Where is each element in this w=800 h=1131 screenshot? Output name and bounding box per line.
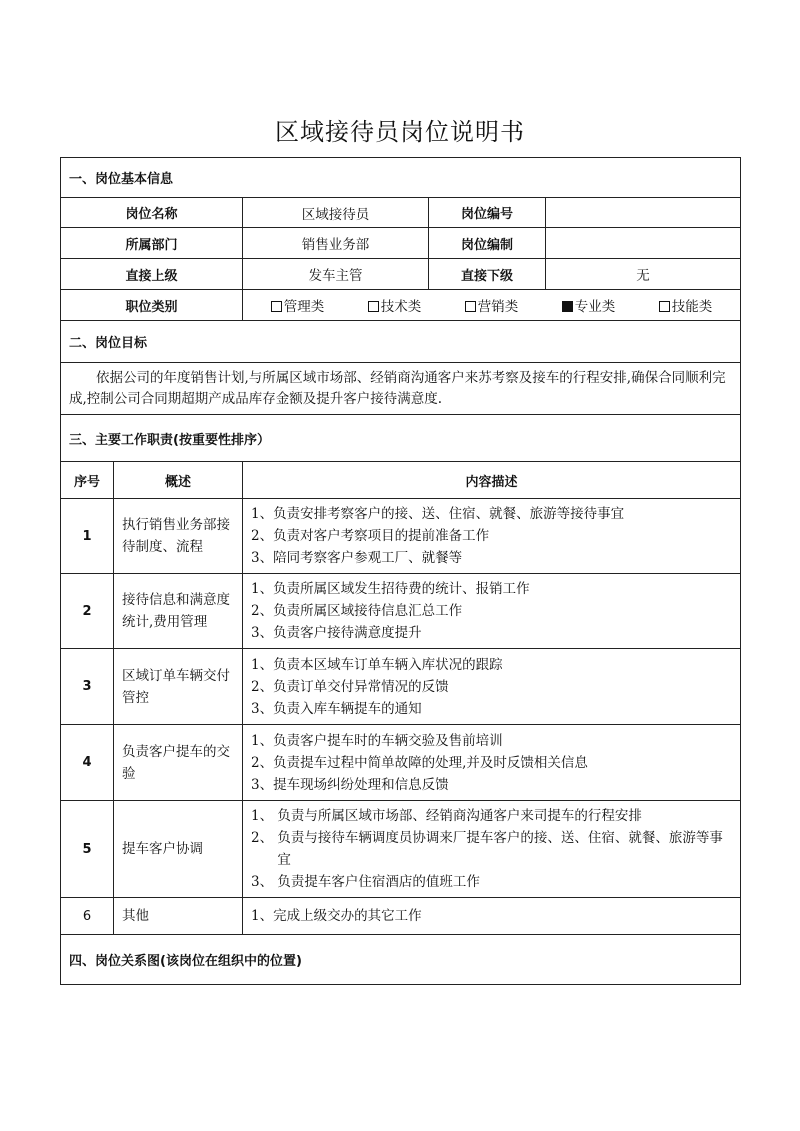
goal-text: 依据公司的年度销售计划,与所属区域市场部、经销商沟通客户来苏考察及接车的行程安排,确保合同顺利完成,控制公司合同期超期产成品库存金额及提升客户接待满意度. [61, 363, 741, 415]
duty-detail-number: 2、 [251, 603, 274, 619]
duty-row [61, 898, 741, 935]
duty-detail-text: 提车现场纠纷处理和信息反馈 [273, 776, 449, 793]
duty-summary: 提车客户协调 [114, 801, 243, 898]
duty-detail-text: 负责安排考察客户的接、送、住宿、就餐、旅游等接待事宜 [273, 506, 625, 522]
duty-detail-number: 3、 [251, 700, 274, 717]
checkbox-icon [368, 301, 379, 312]
duty-detail-item [251, 578, 732, 600]
duty-detail-item [251, 905, 732, 927]
checkbox-icon [465, 301, 476, 312]
info-row-category [61, 290, 741, 321]
duty-detail-list [243, 574, 741, 649]
department-label: 所属部门 [61, 228, 243, 259]
duty-detail-item [251, 676, 732, 698]
duty-detail-item [251, 827, 732, 871]
subordinate-label: 直接下级 [429, 259, 546, 290]
duty-detail-list [243, 499, 741, 574]
duty-row [61, 649, 741, 725]
position-name-value: 区域接待员 [243, 198, 429, 228]
section-duties-row [61, 415, 741, 462]
info-row-dept [61, 228, 741, 259]
duty-number: 3 [61, 649, 114, 725]
info-row-name [61, 198, 741, 228]
duty-detail-number: 2、 [251, 678, 274, 695]
superior-value: 发车主管 [243, 259, 429, 290]
duty-detail-item [251, 871, 732, 893]
duty-detail-text: 负责所属区域接待信息汇总工作 [273, 603, 463, 619]
category-option-label: 管理类 [283, 299, 325, 315]
duty-detail-list [243, 649, 741, 725]
category-option [465, 295, 519, 315]
duty-number: 4 [61, 725, 114, 801]
section-heading-relation: 四、岗位关系图(该岗位在组织中的位置) [61, 935, 741, 985]
subordinate-value: 无 [546, 259, 741, 290]
duty-detail-text: 负责入库车辆提车的通知 [273, 700, 422, 717]
duty-number: 5 [61, 801, 114, 898]
duty-detail-number: 3、 [251, 874, 278, 890]
duty-row [61, 725, 741, 801]
category-option-label: 技术类 [380, 299, 422, 315]
headcount-label: 岗位编制 [429, 228, 546, 259]
duty-detail-number: 2、 [251, 830, 278, 846]
duty-detail-item [251, 622, 732, 644]
duty-detail-text: 负责本区域车订单车辆入库状况的跟踪 [273, 656, 503, 673]
duty-detail-number: 3、 [251, 625, 274, 641]
duty-number: 6 [61, 898, 114, 935]
category-option [659, 295, 713, 315]
duty-detail-number: 3、 [251, 776, 274, 793]
duty-detail-item [251, 752, 732, 774]
duty-summary: 执行销售业务部接待制度、流程 [114, 499, 243, 574]
duty-summary: 负责客户提车的交验 [114, 725, 243, 801]
duty-detail-text: 负责客户提车时的车辆交验及售前培训 [273, 732, 503, 749]
duty-summary: 其他 [114, 898, 243, 935]
duty-detail-list [243, 801, 741, 898]
section-relation-row [61, 935, 741, 985]
category-option-label: 营销类 [477, 299, 519, 315]
category-options [243, 290, 741, 321]
duty-detail-number: 1、 [251, 506, 274, 522]
duty-detail-number: 1、 [251, 656, 274, 673]
checkbox-icon [659, 301, 670, 312]
category-option [368, 295, 422, 315]
duty-detail-text: 负责提车过程中简单故障的处理,并及时反馈相关信息 [273, 754, 588, 771]
duty-detail-text: 负责所属区域发生招待费的统计、报销工作 [273, 581, 530, 597]
checkbox-icon [562, 301, 573, 312]
duty-detail-item [251, 774, 732, 796]
department-value: 销售业务部 [243, 228, 429, 259]
duty-detail-list [243, 898, 741, 935]
duty-detail-item [251, 525, 732, 547]
position-name-label: 岗位名称 [61, 198, 243, 228]
duty-row [61, 574, 741, 649]
document-title: 区域接待员岗位说明书 [275, 118, 525, 146]
category-option [271, 295, 325, 315]
duty-detail-item [251, 805, 732, 827]
category-option [562, 295, 616, 315]
duty-detail-text: 完成上级交办的其它工作 [273, 908, 422, 924]
duty-detail-item [251, 730, 732, 752]
info-row-superior [61, 259, 741, 290]
duty-summary: 接待信息和满意度统计,费用管理 [114, 574, 243, 649]
duty-detail-item [251, 547, 732, 569]
duty-number: 2 [61, 574, 114, 649]
section-goal-row [61, 321, 741, 363]
position-code-label: 岗位编号 [429, 198, 546, 228]
job-description-table [60, 157, 741, 985]
duty-detail-text: 负责对客户考察项目的提前准备工作 [273, 528, 490, 544]
duty-detail-text: 陪同考察客户参观工厂、就餐等 [273, 550, 463, 566]
duty-detail-text: 负责与所属区域市场部、经销商沟通客户来司提车的行程安排 [277, 808, 642, 824]
duty-detail-number: 2、 [251, 528, 274, 544]
duty-detail-text: 负责提车客户住宿酒店的值班工作 [277, 874, 480, 890]
duty-detail-list [243, 725, 741, 801]
duty-detail-number: 1、 [251, 732, 274, 749]
duty-detail-item [251, 654, 732, 676]
duty-summary: 区域订单车辆交付管控 [114, 649, 243, 725]
goal-text-row [61, 363, 741, 415]
duty-detail-text: 负责订单交付异常情况的反馈 [273, 678, 449, 695]
duty-detail-number: 2、 [251, 754, 274, 771]
duties-header-row [61, 462, 741, 499]
position-code-value [546, 198, 741, 228]
section-heading-basic: 一、岗位基本信息 [61, 158, 741, 198]
section-basic-row [61, 158, 741, 198]
duty-number: 1 [61, 499, 114, 574]
duty-row [61, 801, 741, 898]
section-heading-duties: 三、主要工作职责(按重要性排序） [61, 415, 741, 462]
category-label: 职位类别 [61, 290, 243, 321]
col-header-summary: 概述 [114, 462, 243, 499]
col-header-detail: 内容描述 [243, 462, 741, 499]
headcount-value [546, 228, 741, 259]
duty-detail-number: 1、 [251, 908, 274, 924]
duty-detail-text: 负责与接待车辆调度员协调来厂提车客户的接、送、住宿、就餐、旅游等事宜 [277, 830, 723, 868]
duty-detail-number: 1、 [251, 808, 278, 824]
category-option-label: 技能类 [671, 299, 713, 315]
duty-detail-item [251, 698, 732, 720]
category-option-label: 专业类 [574, 299, 616, 315]
col-header-no: 序号 [61, 462, 114, 499]
duties-body [61, 499, 741, 935]
duty-detail-item [251, 503, 732, 525]
duty-detail-number: 1、 [251, 581, 274, 597]
superior-label: 直接上级 [61, 259, 243, 290]
duty-row [61, 499, 741, 574]
duty-detail-number: 3、 [251, 550, 274, 566]
duty-detail-text: 负责客户接待满意度提升 [273, 625, 422, 641]
section-heading-goal: 二、岗位目标 [61, 321, 741, 363]
checkbox-icon [271, 301, 282, 312]
duty-detail-item [251, 600, 732, 622]
